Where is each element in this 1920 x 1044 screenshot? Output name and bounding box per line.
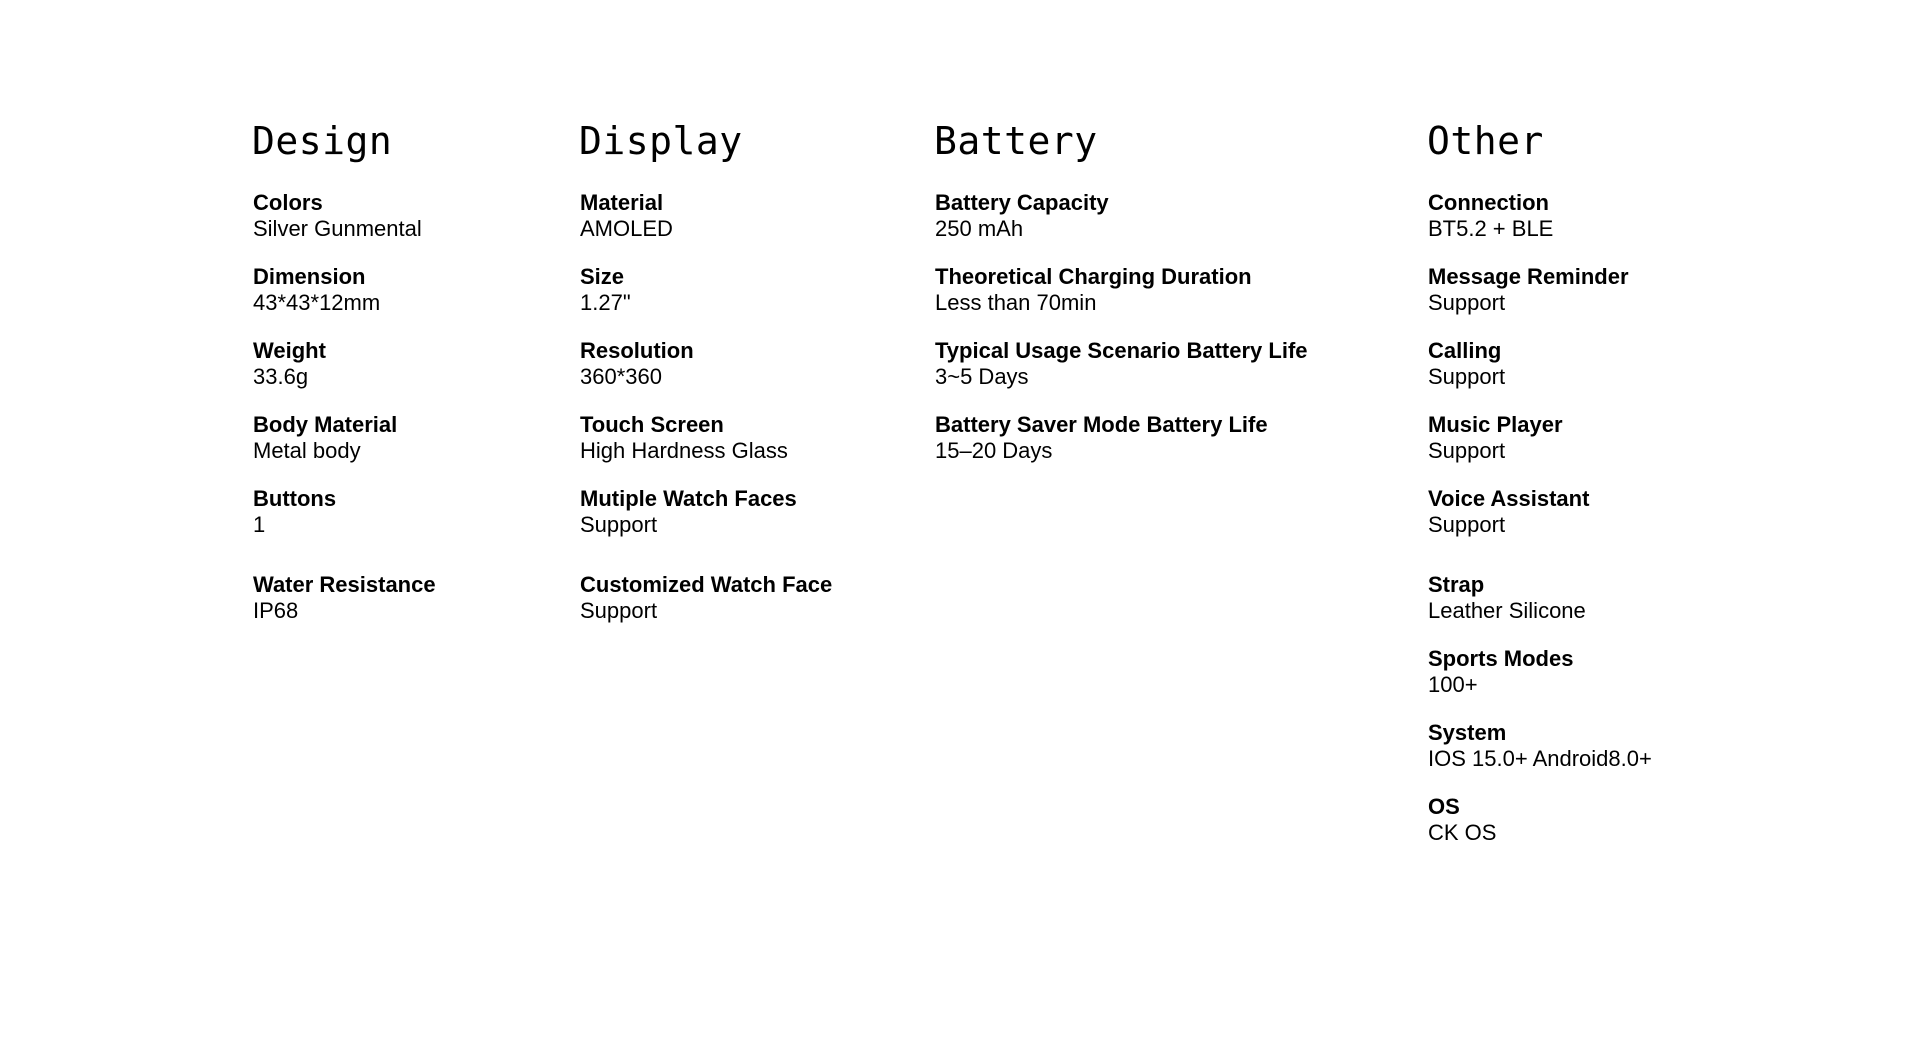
spec-label: System (1428, 720, 1507, 745)
spec-value: 100+ (1428, 672, 1478, 697)
spec-label: Resolution (580, 338, 694, 363)
spec-value: 43*43*12mm (253, 290, 381, 315)
design-heading: Design (252, 119, 393, 163)
spec-label: Battery Saver Mode Battery Life (935, 412, 1268, 437)
spec-value: IP68 (253, 598, 299, 623)
display-column (579, 118, 909, 646)
spec-weight (253, 338, 552, 390)
spec-value: 250 mAh (935, 216, 1024, 241)
spec-sports-modes (1428, 646, 1847, 698)
spec-saver-battery-life (935, 412, 1394, 464)
spec-material (580, 190, 909, 242)
other-heading: Other (1427, 119, 1544, 163)
spec-value: Support (1428, 290, 1506, 315)
spec-value: Support (1428, 512, 1506, 537)
spec-label: Weight (253, 338, 326, 363)
spec-strap (1428, 572, 1847, 624)
other-column (1427, 118, 1847, 868)
spec-message-reminder (1428, 264, 1847, 316)
spec-value: Silver Gunmental (253, 216, 422, 241)
spec-connection (1428, 190, 1847, 242)
spec-value: Support (1428, 364, 1506, 389)
spec-touch-screen (580, 412, 909, 464)
spec-battery-capacity (935, 190, 1394, 242)
spec-value: High Hardness Glass (580, 438, 788, 463)
spec-label: Buttons (253, 486, 337, 511)
battery-heading: Battery (934, 119, 1098, 163)
spec-label: Strap (1428, 572, 1485, 597)
spec-label: Customized Watch Face (580, 572, 833, 597)
spec-value: CK OS (1428, 820, 1497, 845)
spec-music-player (1428, 412, 1847, 464)
spec-multiple-watch-faces (580, 486, 909, 538)
design-column (252, 118, 552, 646)
display-heading: Display (579, 119, 743, 163)
spec-value: Metal body (253, 438, 361, 463)
spec-label: Mutiple Watch Faces (580, 486, 797, 511)
spec-label: Water Resistance (253, 572, 436, 597)
spec-label: Colors (253, 190, 323, 215)
spec-label: Body Material (253, 412, 398, 437)
spec-value: IOS 15.0+ Android8.0+ (1428, 746, 1652, 771)
spec-value: 1 (253, 512, 266, 537)
spec-value: 360*360 (580, 364, 662, 389)
spec-label: Connection (1428, 190, 1549, 215)
spec-colors (253, 190, 552, 242)
spec-label: Calling (1428, 338, 1502, 363)
spec-label: Voice Assistant (1428, 486, 1590, 511)
spec-dimension (253, 264, 552, 316)
spec-label: Music Player (1428, 412, 1563, 437)
spec-label: OS (1428, 794, 1460, 819)
spec-label: Size (580, 264, 625, 289)
spec-os (1428, 794, 1847, 846)
spec-size (580, 264, 909, 316)
spec-voice-assistant (1428, 486, 1847, 538)
spec-water-resistance (253, 572, 552, 624)
spec-label: Battery Capacity (935, 190, 1109, 215)
spec-resolution (580, 338, 909, 390)
spec-value: 1.27" (580, 290, 631, 315)
spec-typical-battery-life (935, 338, 1394, 390)
spec-value: 3~5 Days (935, 364, 1029, 389)
spec-value: Support (580, 512, 658, 537)
spec-value: 15–20 Days (935, 438, 1053, 463)
spec-value: AMOLED (580, 216, 673, 241)
spec-label: Typical Usage Scenario Battery Life (935, 338, 1308, 363)
spec-label: Material (580, 190, 664, 215)
spec-label: Message Reminder (1428, 264, 1629, 289)
spec-value: 33.6g (253, 364, 309, 389)
spec-label: Touch Screen (580, 412, 724, 437)
spec-value: BT5.2 + BLE (1428, 216, 1554, 241)
spec-value: Support (1428, 438, 1506, 463)
spec-label: Sports Modes (1428, 646, 1574, 671)
spec-label: Theoretical Charging Duration (935, 264, 1252, 289)
spec-calling (1428, 338, 1847, 390)
spec-system (1428, 720, 1847, 772)
spec-buttons (253, 486, 552, 538)
spec-body-material (253, 412, 552, 464)
battery-column (934, 118, 1394, 486)
spec-charging-duration (935, 264, 1394, 316)
spec-value: Leather Silicone (1428, 598, 1586, 623)
spec-customized-watch-face (580, 572, 909, 624)
spec-value: Less than 70min (935, 290, 1097, 315)
spec-value: Support (580, 598, 658, 623)
spec-label: Dimension (253, 264, 366, 289)
